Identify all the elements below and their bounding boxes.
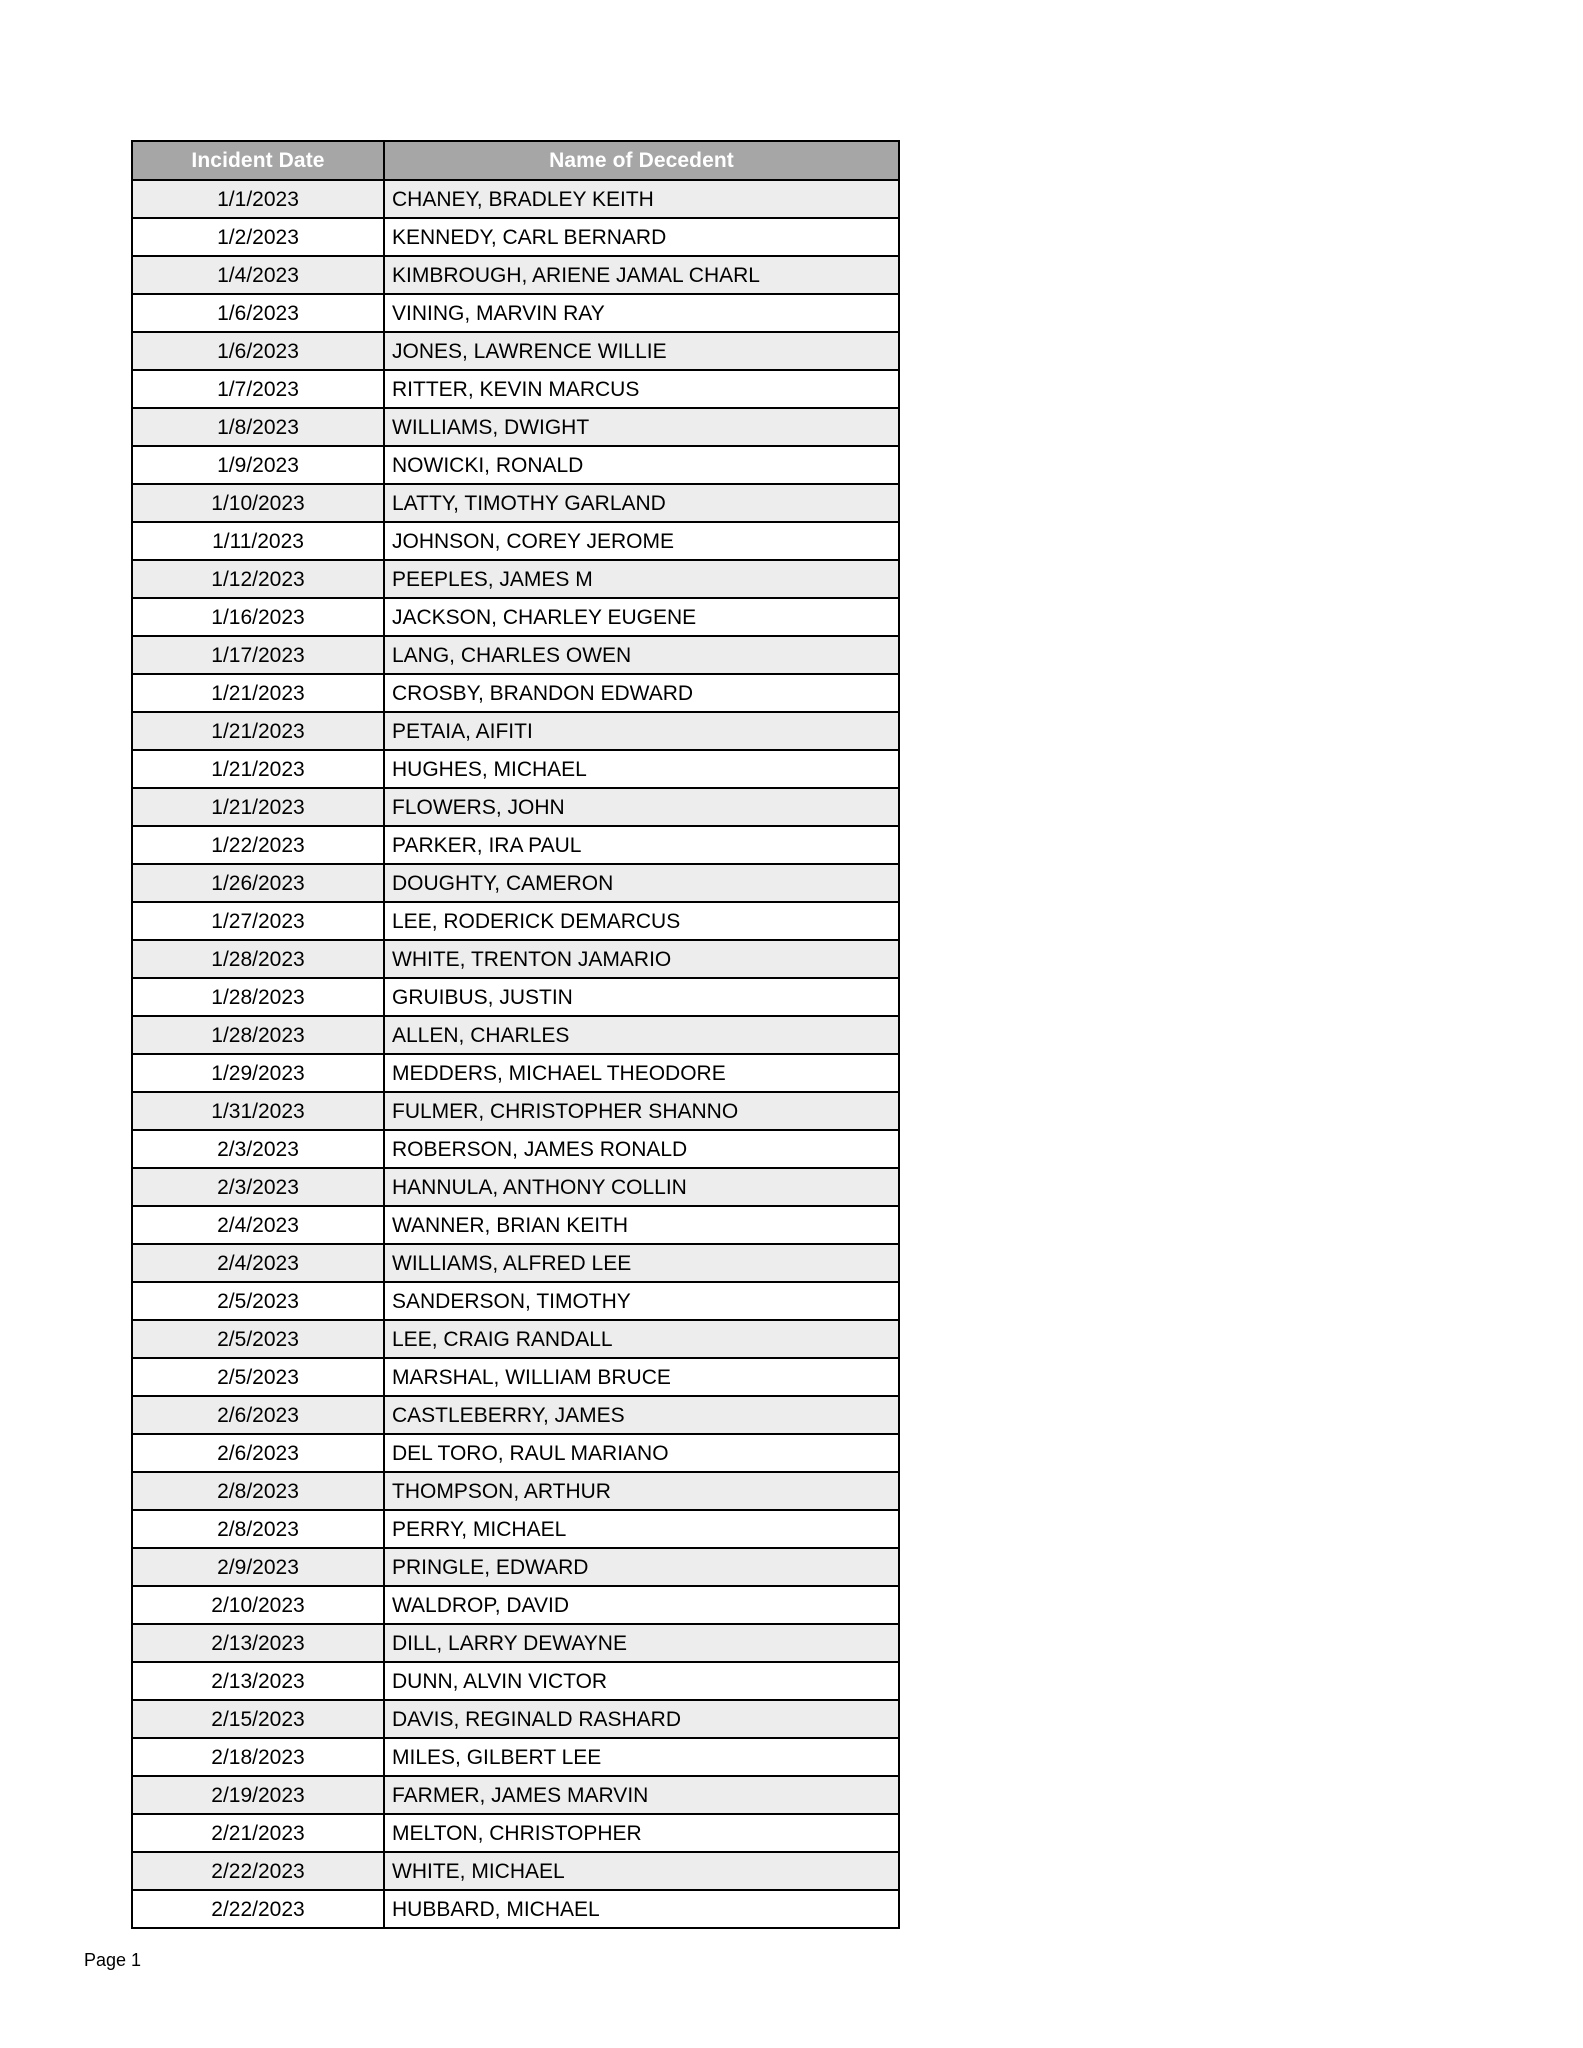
cell-name-of-decedent: DEL TORO, RAUL MARIANO [384, 1434, 899, 1472]
table-row [132, 788, 899, 826]
cell-incident-date: 2/5/2023 [132, 1358, 384, 1396]
cell-incident-date: 1/4/2023 [132, 256, 384, 294]
table-row [132, 1814, 899, 1852]
table-row [132, 1662, 899, 1700]
cell-name-of-decedent: HANNULA, ANTHONY COLLIN [384, 1168, 899, 1206]
table-row [132, 332, 899, 370]
table-row [132, 1206, 899, 1244]
cell-name-of-decedent: LANG, CHARLES OWEN [384, 636, 899, 674]
cell-name-of-decedent: PRINGLE, EDWARD [384, 1548, 899, 1586]
cell-name-of-decedent: KENNEDY, CARL BERNARD [384, 218, 899, 256]
table-row [132, 1624, 899, 1662]
cell-name-of-decedent: THOMPSON, ARTHUR [384, 1472, 899, 1510]
table-row [132, 902, 899, 940]
cell-incident-date: 2/8/2023 [132, 1472, 384, 1510]
table-row [132, 294, 899, 332]
table-header [132, 141, 899, 180]
cell-name-of-decedent: MELTON, CHRISTOPHER [384, 1814, 899, 1852]
table-row [132, 218, 899, 256]
table-row [132, 598, 899, 636]
table-row [132, 180, 899, 218]
cell-incident-date: 2/8/2023 [132, 1510, 384, 1548]
cell-incident-date: 1/31/2023 [132, 1092, 384, 1130]
cell-incident-date: 1/2/2023 [132, 218, 384, 256]
column-header-name-of-decedent: Name of Decedent [384, 141, 899, 180]
cell-incident-date: 1/29/2023 [132, 1054, 384, 1092]
cell-name-of-decedent: WHITE, TRENTON JAMARIO [384, 940, 899, 978]
table-row [132, 1510, 899, 1548]
cell-name-of-decedent: ALLEN, CHARLES [384, 1016, 899, 1054]
cell-name-of-decedent: GRUIBUS, JUSTIN [384, 978, 899, 1016]
table-row [132, 1358, 899, 1396]
table-row [132, 1890, 899, 1928]
cell-incident-date: 1/10/2023 [132, 484, 384, 522]
column-header-incident-date: Incident Date [132, 141, 384, 180]
cell-name-of-decedent: DOUGHTY, CAMERON [384, 864, 899, 902]
cell-name-of-decedent: MILES, GILBERT LEE [384, 1738, 899, 1776]
table-row [132, 978, 899, 1016]
decedent-table [131, 140, 900, 1929]
table-row [132, 1738, 899, 1776]
cell-incident-date: 2/13/2023 [132, 1624, 384, 1662]
cell-incident-date: 1/21/2023 [132, 674, 384, 712]
table-row [132, 1396, 899, 1434]
table-row [132, 1244, 899, 1282]
table-row [132, 1776, 899, 1814]
table-row [132, 446, 899, 484]
cell-name-of-decedent: FLOWERS, JOHN [384, 788, 899, 826]
cell-name-of-decedent: CASTLEBERRY, JAMES [384, 1396, 899, 1434]
cell-incident-date: 1/17/2023 [132, 636, 384, 674]
table-row [132, 1548, 899, 1586]
cell-name-of-decedent: FARMER, JAMES MARVIN [384, 1776, 899, 1814]
cell-incident-date: 2/15/2023 [132, 1700, 384, 1738]
table-header-row [132, 141, 899, 180]
cell-incident-date: 2/5/2023 [132, 1320, 384, 1358]
cell-name-of-decedent: CROSBY, BRANDON EDWARD [384, 674, 899, 712]
cell-name-of-decedent: PEEPLES, JAMES M [384, 560, 899, 598]
cell-incident-date: 1/9/2023 [132, 446, 384, 484]
cell-name-of-decedent: JACKSON, CHARLEY EUGENE [384, 598, 899, 636]
cell-incident-date: 1/6/2023 [132, 332, 384, 370]
table-row [132, 1852, 899, 1890]
cell-incident-date: 1/27/2023 [132, 902, 384, 940]
cell-incident-date: 1/22/2023 [132, 826, 384, 864]
cell-name-of-decedent: KIMBROUGH, ARIENE JAMAL CHARL [384, 256, 899, 294]
table-row [132, 370, 899, 408]
cell-incident-date: 2/21/2023 [132, 1814, 384, 1852]
page-footer-label: Page 1 [84, 1950, 142, 1970]
cell-incident-date: 2/4/2023 [132, 1244, 384, 1282]
table-row [132, 1282, 899, 1320]
cell-incident-date: 2/3/2023 [132, 1168, 384, 1206]
table-row [132, 636, 899, 674]
cell-name-of-decedent: JOHNSON, COREY JEROME [384, 522, 899, 560]
cell-incident-date: 2/9/2023 [132, 1548, 384, 1586]
cell-name-of-decedent: WILLIAMS, DWIGHT [384, 408, 899, 446]
table-row [132, 1320, 899, 1358]
table-row [132, 712, 899, 750]
cell-name-of-decedent: LEE, RODERICK DEMARCUS [384, 902, 899, 940]
cell-incident-date: 2/22/2023 [132, 1890, 384, 1928]
cell-incident-date: 1/21/2023 [132, 750, 384, 788]
cell-name-of-decedent: LEE, CRAIG RANDALL [384, 1320, 899, 1358]
cell-incident-date: 1/16/2023 [132, 598, 384, 636]
cell-incident-date: 2/10/2023 [132, 1586, 384, 1624]
cell-incident-date: 2/18/2023 [132, 1738, 384, 1776]
cell-name-of-decedent: MEDDERS, MICHAEL THEODORE [384, 1054, 899, 1092]
table-row [132, 1054, 899, 1092]
table-row [132, 750, 899, 788]
cell-name-of-decedent: RITTER, KEVIN MARCUS [384, 370, 899, 408]
cell-name-of-decedent: DAVIS, REGINALD RASHARD [384, 1700, 899, 1738]
cell-incident-date: 1/28/2023 [132, 978, 384, 1016]
table-row [132, 522, 899, 560]
cell-name-of-decedent: NOWICKI, RONALD [384, 446, 899, 484]
cell-incident-date: 1/1/2023 [132, 180, 384, 218]
cell-name-of-decedent: WALDROP, DAVID [384, 1586, 899, 1624]
table-row [132, 408, 899, 446]
cell-name-of-decedent: LATTY, TIMOTHY GARLAND [384, 484, 899, 522]
table-row [132, 940, 899, 978]
cell-name-of-decedent: ROBERSON, JAMES RONALD [384, 1130, 899, 1168]
cell-incident-date: 1/12/2023 [132, 560, 384, 598]
table-body [132, 180, 899, 1928]
table-row [132, 256, 899, 294]
table-row [132, 1700, 899, 1738]
cell-name-of-decedent: PARKER, IRA PAUL [384, 826, 899, 864]
cell-incident-date: 1/28/2023 [132, 940, 384, 978]
table-row [132, 864, 899, 902]
cell-name-of-decedent: WANNER, BRIAN KEITH [384, 1206, 899, 1244]
cell-incident-date: 1/26/2023 [132, 864, 384, 902]
cell-incident-date: 2/13/2023 [132, 1662, 384, 1700]
cell-incident-date: 2/22/2023 [132, 1852, 384, 1890]
cell-name-of-decedent: VINING, MARVIN RAY [384, 294, 899, 332]
cell-incident-date: 1/6/2023 [132, 294, 384, 332]
table-row [132, 1092, 899, 1130]
cell-incident-date: 1/8/2023 [132, 408, 384, 446]
cell-name-of-decedent: FULMER, CHRISTOPHER SHANNO [384, 1092, 899, 1130]
cell-name-of-decedent: WHITE, MICHAEL [384, 1852, 899, 1890]
cell-incident-date: 2/6/2023 [132, 1396, 384, 1434]
cell-incident-date: 2/5/2023 [132, 1282, 384, 1320]
cell-name-of-decedent: CHANEY, BRADLEY KEITH [384, 180, 899, 218]
cell-incident-date: 1/11/2023 [132, 522, 384, 560]
cell-name-of-decedent: HUGHES, MICHAEL [384, 750, 899, 788]
cell-incident-date: 1/21/2023 [132, 788, 384, 826]
cell-incident-date: 2/3/2023 [132, 1130, 384, 1168]
cell-incident-date: 1/21/2023 [132, 712, 384, 750]
decedent-table-container [131, 140, 898, 1929]
table-row [132, 674, 899, 712]
cell-name-of-decedent: DUNN, ALVIN VICTOR [384, 1662, 899, 1700]
table-row [132, 1168, 899, 1206]
table-row [132, 1472, 899, 1510]
table-row [132, 560, 899, 598]
cell-incident-date: 1/28/2023 [132, 1016, 384, 1054]
cell-name-of-decedent: WILLIAMS, ALFRED LEE [384, 1244, 899, 1282]
cell-name-of-decedent: PETAIA, AIFITI [384, 712, 899, 750]
table-row [132, 826, 899, 864]
table-row [132, 1130, 899, 1168]
cell-name-of-decedent: JONES, LAWRENCE WILLIE [384, 332, 899, 370]
cell-name-of-decedent: PERRY, MICHAEL [384, 1510, 899, 1548]
cell-incident-date: 2/6/2023 [132, 1434, 384, 1472]
table-row [132, 484, 899, 522]
table-row [132, 1586, 899, 1624]
cell-incident-date: 1/7/2023 [132, 370, 384, 408]
cell-incident-date: 2/19/2023 [132, 1776, 384, 1814]
cell-name-of-decedent: HUBBARD, MICHAEL [384, 1890, 899, 1928]
table-row [132, 1434, 899, 1472]
cell-name-of-decedent: SANDERSON, TIMOTHY [384, 1282, 899, 1320]
cell-name-of-decedent: MARSHAL, WILLIAM BRUCE [384, 1358, 899, 1396]
cell-name-of-decedent: DILL, LARRY DEWAYNE [384, 1624, 899, 1662]
table-row [132, 1016, 899, 1054]
cell-incident-date: 2/4/2023 [132, 1206, 384, 1244]
